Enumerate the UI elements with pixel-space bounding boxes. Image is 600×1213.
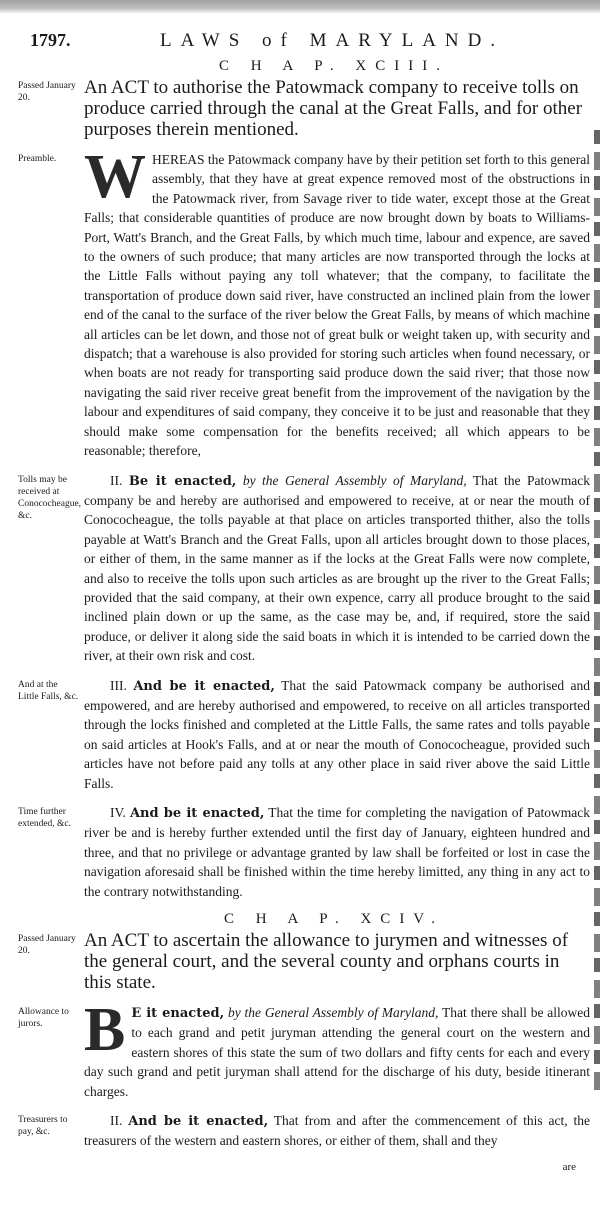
section-iii-row (18, 676, 590, 793)
enacting-clause: And be it enacted, (128, 1114, 269, 1130)
section-ii-xciv (84, 1111, 590, 1151)
margin-note-passed: Passed January 20. (18, 81, 76, 103)
margin-note-preamble: Preamble. (18, 154, 57, 164)
chapter-heading-xciii: C H A P. XCIII. (218, 58, 450, 74)
preamble-paragraph (84, 143, 590, 461)
catchword: are (562, 1160, 576, 1173)
section-number: III. (110, 677, 127, 693)
section-iii (84, 676, 590, 793)
section-text: That the said Patowmack company be authorised and empowered, and are hereby authorised and empowered, to receive on all articles transported through the locks finished and completed at the Little Falls, the same rates and tolls payable on said articles at Hook's Falls, and at or near the mouth of Conococheague, provided such articles have not before paid any tolls at any other place in said river above the said Little Falls. (84, 677, 591, 791)
page-year: 1797. (30, 30, 71, 50)
enacting-clause: Be it enacted, (128, 473, 237, 489)
section-ii-row (18, 471, 590, 666)
section-ii-xciv-row (18, 1111, 590, 1151)
section-ii (84, 471, 590, 666)
section-text: That from and after the commencement of this act, the treasurers of the western and eastern shores, or either of them, shall and they (84, 1113, 591, 1149)
chapter-heading-xciv: C H A P. XCIV. (224, 911, 444, 928)
section-text: That there shall be allowed to each grand and petit juryman attending the general court on the western and eastern shores of this state the sum of two dollars and fifty cents for each and every day such grand and petit juryman shall attend for the discharge of his duty, beside itinerant charges. (84, 1005, 591, 1099)
margin-note-tolls: Tolls may be received at Conococheague, &c. (18, 474, 82, 521)
enacting-clause: And be it enacted, (129, 806, 265, 821)
section-iv-row (18, 803, 590, 901)
act-title-xciv: An ACT to ascertain the allowance to jurymen and witnesses of the general court, and the several county and orphans courts in this state. (84, 930, 569, 994)
section-text: That the Patowmack company be and hereby are authorised and empowered to receive, at or near the mouth of Conococheague, the tolls payable at that place on articles transported thither, also the tolls payable at Watt's Branch and the Great Falls, upon all articles brought down to those places, or either of them, in the same manner as if the locks at the Great Falls were now complete, and also to receive the tolls upon such articles as are brought up the river to the Great Falls; provided that the said company, at their own expence, carry all produce brought to the said inclined plain down or up the same, as the case may be, and, if required, store the said produce, or deliver it along side the said boats in which it is intended to be carried down the river, at their own risk and cost. (84, 472, 591, 664)
drop-cap-w: W (84, 143, 146, 211)
section-iv (84, 803, 590, 901)
margin-note-time-extended: Time further extended, &c. (18, 807, 72, 829)
page-header (18, 30, 590, 54)
preamble-text: HEREAS the Patowmack company have by their petition set forth to this general assembly, that they have at great expence removed most of the obstructions in the Patowmack river, from Savage river to tide water, except those at the Great Falls; that considerable quantities of produce are now brought down by boats to Williams-Port, Watt's Branch, and the Great Falls, by which much time, labour and expence, are saved to the owners of such produce; that many articles are now transported through the locks at the Little Falls without paying any toll whatever; that the company, to facilitate the transportation of produce down said river, have constructed an inclined plain from the lower end of the canal to the surface of the river below the Great Falls, by means of which machine all articles can be let down, and those not of great bulk or weight taken up, with security and dispatch; that a warehouse is also provided for storing such articles when found necessary, or when boats are not ready for transporting said produce down the said river; that those now navigating the said river receive great benefit from the improvement of the navigation by the labour and expenditures of said company, they conceive it to be just and reasonable that they should make some compensation for the benefits received; all which appears to be reasonable; therefore, (84, 152, 590, 459)
section-text: That the time for completing the navigation of Patowmack river be and is hereby further extended until the first day of January, eighteen hundred and three, and that no privilege or advantage granted by law shall be forfeited or lost in case the navigation aforesaid shall be finished within the time hereby limitted, any thing in any act to the contrary notwithstanding. (84, 805, 591, 899)
drop-cap-b: B (84, 996, 126, 1065)
section-i-row (18, 996, 591, 1101)
margin-note-passed: Passed January 20. (18, 934, 76, 957)
enacting-authority: by the General Assembly of Maryland, (242, 472, 467, 488)
section-number: II. (110, 1113, 123, 1129)
section-number: IV. (110, 805, 126, 820)
act-title-xciii: An ACT to authorise the Patowmack company to receive tolls on produce carried through the canal at the Great Falls, and for other purposes therein mentioned. (84, 77, 583, 140)
act-title-row-xciv (18, 930, 590, 993)
margin-note-little-falls: And at the Little Falls, &c. (18, 679, 79, 702)
margin-note-treasurers: Treasurers to pay, &c. (18, 1115, 68, 1138)
section-number: II. (110, 472, 123, 488)
act-title-row-xciii (18, 77, 590, 140)
section-i (84, 996, 591, 1101)
enacting-clause: E it enacted, (131, 1006, 225, 1022)
enacting-clause: And be it enacted, (133, 678, 275, 694)
margin-note-allowance: Allowance to jurors. (18, 1007, 69, 1030)
enacting-authority: by the General Assembly of Maryland, (227, 1005, 439, 1021)
preamble-row (18, 143, 590, 461)
running-title: LAWS of MARYLAND. (160, 30, 505, 51)
